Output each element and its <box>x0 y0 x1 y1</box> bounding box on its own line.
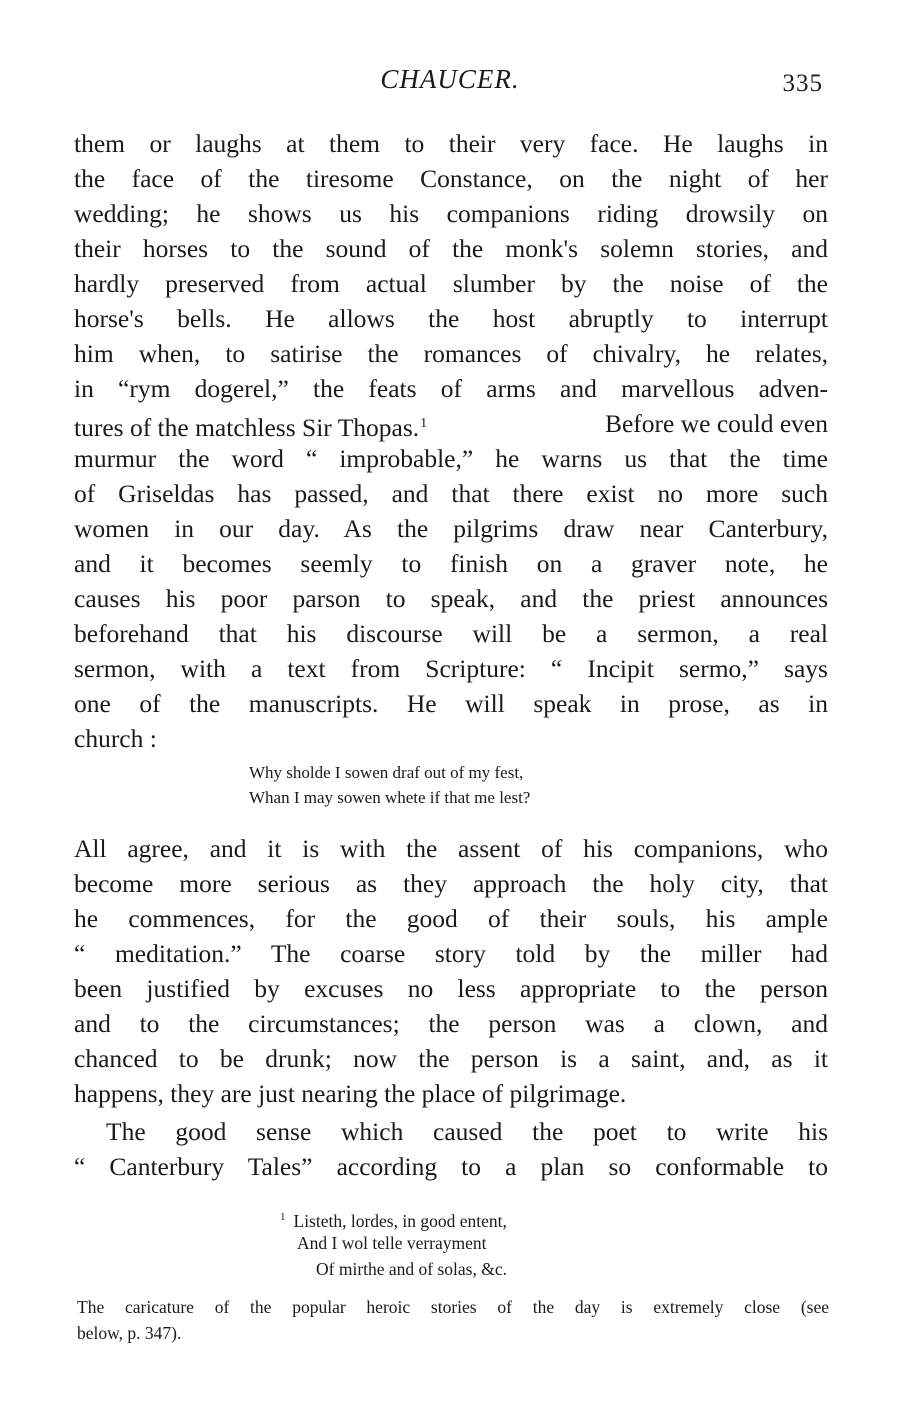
text-line: and to the circumstances; the person was a clown, and <box>74 1009 828 1038</box>
footnote-note-line: below, p. 347). <box>77 1323 182 1343</box>
text-line: horse's bells. He allows the host abruptly to interrupt <box>74 304 828 333</box>
text-line: their horses to the sound of the monk's solemn stories, and <box>74 234 828 263</box>
text-line: them or laughs at them to their very face. He laughs in <box>74 129 828 158</box>
footnote-mark: 1 <box>280 1211 286 1223</box>
text-segment: tures of the matchless Sir Thopas. <box>74 413 420 442</box>
text-line: he commences, for the good of their souls, his ample <box>74 904 828 933</box>
text-line: “ meditation.” The coarse story told by the miller had <box>74 939 828 968</box>
footnote-verse-text: Listeth, lordes, in good entent, <box>293 1211 507 1231</box>
text-line: hardly preserved from actual slumber by the noise of the <box>74 269 828 298</box>
text-line: The good sense which caused the poet to write his <box>106 1117 828 1146</box>
running-title: CHAUCER. <box>380 64 520 94</box>
text-line: been justified by excuses no less appropriate to the person <box>74 974 828 1003</box>
text-line: sermon, with a text from Scripture: “ Incipit sermo,” says <box>74 654 828 683</box>
text-line: “ Canterbury Tales” according to a plan so conformable to <box>74 1152 828 1181</box>
text-line: chanced to be drunk; now the person is a saint, and, as it <box>74 1044 828 1073</box>
text-line: the face of the tiresome Constance, on the night of her <box>74 164 828 193</box>
footnote-reference: 1 <box>420 416 428 431</box>
text-line: one of the manuscripts. He will speak in prose, as in <box>74 689 828 718</box>
text-line: in “rym dogerel,” the feats of arms and marvellous adven- <box>74 374 828 403</box>
text-line: happens, they are just nearing the place of pilgrimage. <box>74 1079 627 1108</box>
running-head <box>0 64 900 104</box>
text-line: and it becomes seemly to finish on a graver note, he <box>74 549 828 578</box>
text-line: church : <box>74 724 157 753</box>
text-line: beforehand that his discourse will be a sermon, a real <box>74 619 828 648</box>
text-line: women in our day. As the pilgrims draw near Canterbury, <box>74 514 828 543</box>
page-number: 335 <box>782 70 823 97</box>
text-line: become more serious as they approach the holy city, that <box>74 869 828 898</box>
footnote-verse-line: Of mirthe and of solas, &c. <box>316 1259 507 1279</box>
footnote-verse-line: And I wol telle verrayment <box>297 1233 487 1253</box>
text-segment: Before we could even <box>604 409 828 438</box>
verse-line: Whan I may sowen whete if that me lest? <box>249 788 531 807</box>
text-line: wedding; he shows us his companions riding drowsily on <box>74 199 828 228</box>
text-line: him when, to satirise the romances of chivalry, he relates, <box>74 339 828 368</box>
text-line: causes his poor parson to speak, and the priest announces <box>74 584 828 613</box>
text-line: of Griseldas has passed, and that there exist no more such <box>74 479 828 508</box>
text-line-with-footnote <box>74 406 828 442</box>
footnote-note-line: The caricature of the popular heroic stories of the day is extremely close (see <box>77 1297 829 1317</box>
text-line: All agree, and it is with the assent of his companions, who <box>74 834 828 863</box>
text-line: murmur the word “ improbable,” he warns us that the time <box>74 444 828 473</box>
verse-line: Why sholde I sowen draf out of my fest, <box>249 763 524 782</box>
